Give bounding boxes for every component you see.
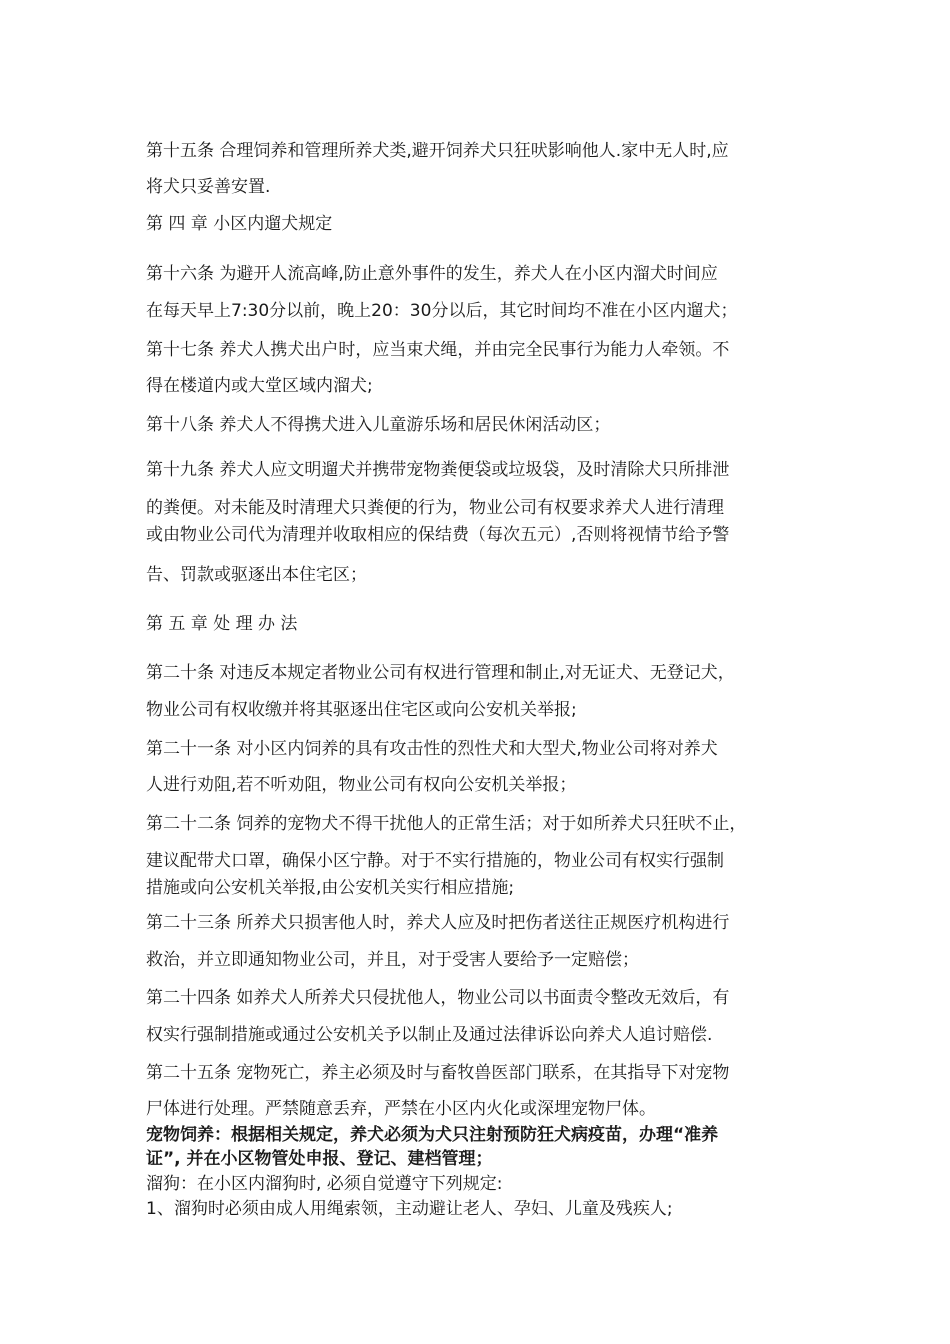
text-line: 将犬只妥善安置. bbox=[146, 177, 271, 197]
text-line: 措施或向公安机关举报,由公安机关实行相应措施; bbox=[146, 878, 515, 898]
text-line: 第十八条 养犬人不得携犬进入儿童游乐场和居民休闲活动区； bbox=[146, 415, 611, 435]
text-line: 的粪便。对未能及时清理犬只粪便的行为，物业公司有权要求养犬人进行清理 bbox=[146, 498, 724, 518]
text-line: 第十九条 养犬人应文明遛犬并携带宠物粪便袋或垃圾袋，及时清除犬只所排泄 bbox=[146, 460, 730, 480]
text-line: 溜狗：在小区内溜狗时, 必须自觉遵守下列规定: bbox=[146, 1174, 503, 1194]
text-line: 或由物业公司代为清理并收取相应的保结费（每次五元）,否则将视情节给予警 bbox=[146, 525, 730, 545]
text-line: 第十五条 合理饲养和管理所养犬类,避开饲养犬只狂吠影响他人.家中无人时,应 bbox=[146, 141, 729, 161]
text-line: 物业公司有权收缴并将其驱逐出住宅区或向公安机关举报; bbox=[146, 700, 577, 720]
text-line: 第十七条 养犬人携犬出户时，应当束犬绳，并由完全民事行为能力人牵领。不 bbox=[146, 340, 730, 360]
text-line: 在每天早上7:30分以前，晚上20：30分以后，其它时间均不准在小区内遛犬； bbox=[146, 301, 738, 321]
text-line: 第二十条 对违反本规定者物业公司有权进行管理和制止,对无证犬、无登记犬， bbox=[146, 663, 735, 683]
text-line: 第二十一条 对小区内饲养的具有攻击性的烈性犬和大型犬,物业公司将对养犬 bbox=[146, 739, 718, 759]
text-line: 救治，并立即通知物业公司，并且，对于受害人要给予一定赔偿； bbox=[146, 950, 639, 970]
text-line: 第二十二条 饲养的宠物犬不得干扰他人的正常生活；对于如所养犬只狂吠不止， bbox=[146, 814, 747, 834]
text-line: 第二十五条 宠物死亡，养主必须及时与畜牧兽医部门联系，在其指导下对宠物 bbox=[146, 1063, 730, 1083]
bold-text-line: 宠物饲养：根据相关规定，养犬必须为犬只注射预防狂犬病疫苗，办理“准养 bbox=[146, 1125, 719, 1145]
text-line: 建议配带犬口罩，确保小区宁静。对于不实行措施的，物业公司有权实行强制 bbox=[146, 851, 724, 871]
bold-text-line: 证”, 并在小区物管处申报、登记、建档管理； bbox=[146, 1149, 493, 1169]
text-line: 权实行强制措施或通过公安机关予以制止及通过法律诉讼向养犬人追讨赔偿. bbox=[146, 1025, 713, 1045]
text-line: 得在楼道内或大堂区域内溜犬; bbox=[146, 376, 373, 396]
text-line: 告、罚款或驱逐出本住宅区； bbox=[146, 565, 367, 585]
text-line: 第二十三条 所养犬只损害他人时，养犬人应及时把伤者送往正规医疗机构进行 bbox=[146, 913, 730, 933]
chapter-heading: 第 四 章 小区内遛犬规定 bbox=[146, 214, 333, 234]
text-line: 1、溜狗时必须由成人用绳索领，主动避让老人、孕妇、儿童及残疾人; bbox=[146, 1199, 673, 1219]
text-line: 第二十四条 如养犬人所养犬只侵扰他人，物业公司以书面责令整改无效后，有 bbox=[146, 988, 730, 1008]
text-line: 尸体进行处理。严禁随意丢弃，严禁在小区内火化或深埋宠物尸体。 bbox=[146, 1099, 656, 1119]
chapter-heading: 第 五 章 处 理 办 法 bbox=[146, 614, 298, 634]
text-line: 人进行劝阻,若不听劝阻，物业公司有权向公安机关举报； bbox=[146, 775, 577, 795]
text-line: 第十六条 为避开人流高峰,防止意外事件的发生，养犬人在小区内溜犬时间应 bbox=[146, 264, 718, 284]
